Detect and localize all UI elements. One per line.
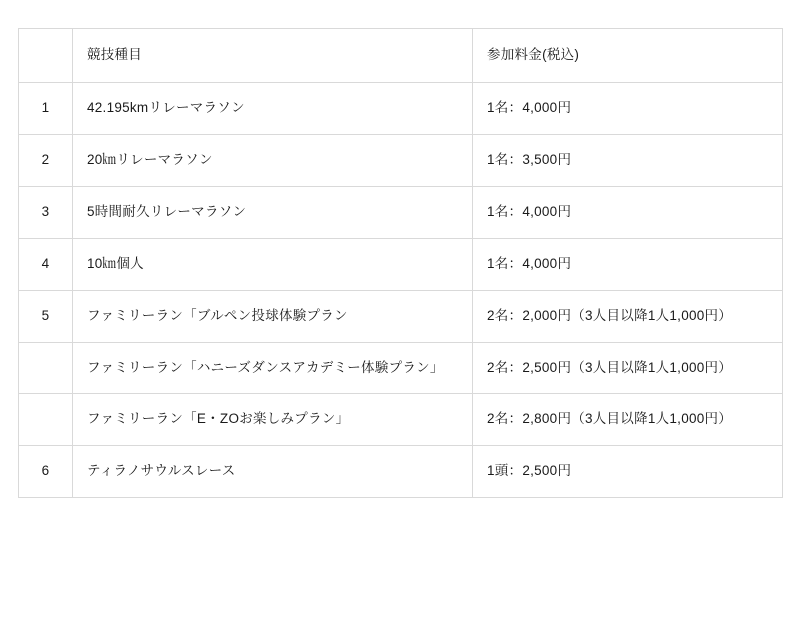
row-number xyxy=(19,342,73,394)
table-header xyxy=(19,29,783,83)
row-event xyxy=(73,238,473,290)
row-event-text: ファミリーラン「ブルペン投球体験プラン xyxy=(87,307,348,323)
row-fee xyxy=(473,82,783,134)
row-fee-text: 1頭：2,500円 xyxy=(487,463,572,479)
row-fee xyxy=(473,186,783,238)
row-number xyxy=(19,394,73,446)
table-header-row xyxy=(19,29,783,83)
row-fee-text: 1名：3,500円 xyxy=(487,151,572,167)
row-fee xyxy=(473,290,783,342)
column-header-number xyxy=(19,29,73,83)
row-event-text: ファミリーラン「ハニーズダンスアカデミー体験プラン」 xyxy=(87,359,444,375)
row-fee xyxy=(473,342,783,394)
table-row xyxy=(19,446,783,498)
row-event xyxy=(73,394,473,446)
row-fee-text: 2名：2,500円（3人目以降1人1,000円） xyxy=(487,359,733,375)
row-number: 5 xyxy=(19,290,73,342)
row-event-text: 10㎞個人 xyxy=(87,255,144,271)
table-row xyxy=(19,394,783,446)
row-event-text: 5時間耐久リレーマラソン xyxy=(87,203,247,219)
row-number: 4 xyxy=(19,238,73,290)
row-fee xyxy=(473,394,783,446)
table-row xyxy=(19,342,783,394)
entry-fee-table xyxy=(18,28,783,498)
row-fee xyxy=(473,446,783,498)
row-event-text: ティラノサウルスレース xyxy=(87,463,236,479)
column-header-fee: 参加料金(税込) xyxy=(473,29,783,83)
column-header-event: 競技種目 xyxy=(73,29,473,83)
row-number: 2 xyxy=(19,134,73,186)
row-fee-text: 2名：2,000円（3人目以降1人1,000円） xyxy=(487,307,733,323)
table-row xyxy=(19,186,783,238)
row-number: 1 xyxy=(19,82,73,134)
row-event xyxy=(73,290,473,342)
table-row xyxy=(19,134,783,186)
row-event xyxy=(73,134,473,186)
row-event-text: ファミリーラン「E・ZOお楽しみプラン」 xyxy=(87,411,350,427)
row-event xyxy=(73,82,473,134)
row-fee xyxy=(473,134,783,186)
row-event xyxy=(73,342,473,394)
row-fee xyxy=(473,238,783,290)
table-row xyxy=(19,82,783,134)
row-event xyxy=(73,186,473,238)
row-fee-text: 1名：4,000円 xyxy=(487,99,572,115)
row-fee-text: 2名：2,800円（3人目以降1人1,000円） xyxy=(487,411,733,427)
table-row xyxy=(19,290,783,342)
row-number: 3 xyxy=(19,186,73,238)
row-event xyxy=(73,446,473,498)
row-event-text: 20㎞リレーマラソン xyxy=(87,151,213,167)
table-body xyxy=(19,82,783,497)
fee-table-container xyxy=(18,28,782,498)
table-row xyxy=(19,238,783,290)
row-number: 6 xyxy=(19,446,73,498)
row-fee-text: 1名：4,000円 xyxy=(487,255,572,271)
row-event-text: 42.195kmリレーマラソン xyxy=(87,99,245,115)
row-fee-text: 1名：4,000円 xyxy=(487,203,572,219)
